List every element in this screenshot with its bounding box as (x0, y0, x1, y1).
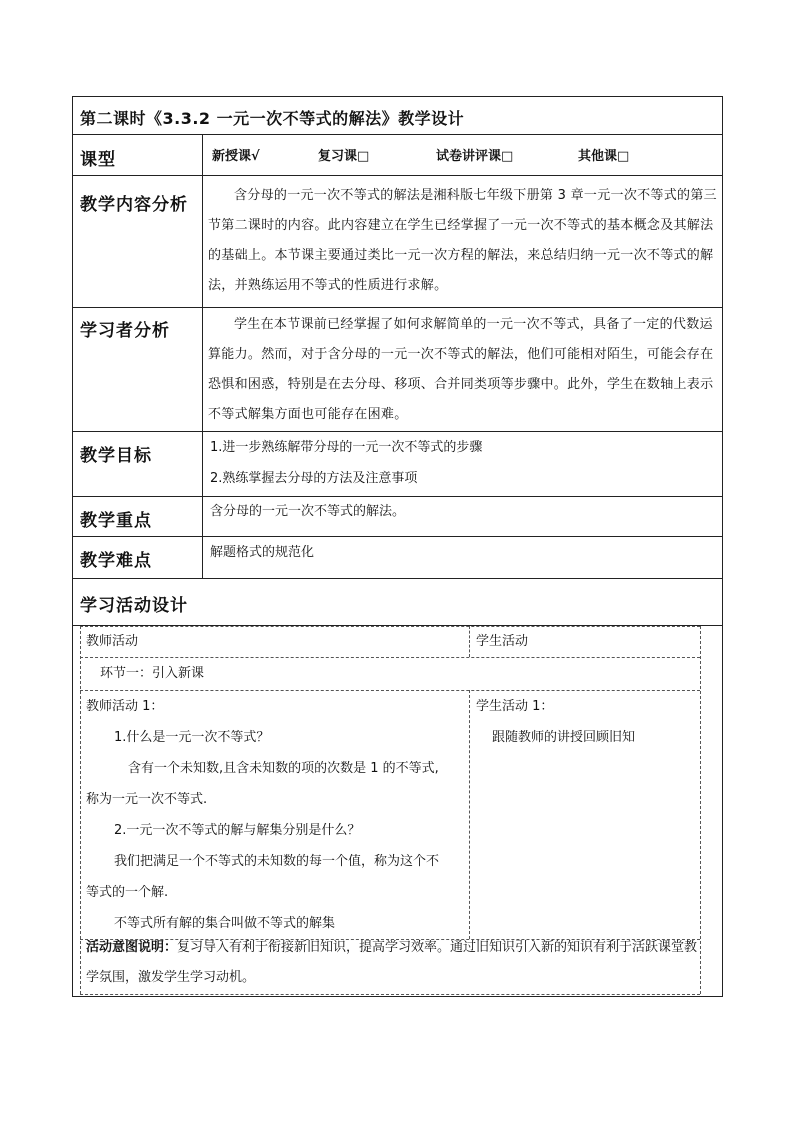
row-divider (72, 536, 723, 537)
learner-analysis-text: 学生在本节课前已经掌握了如何求解简单的一元一次不等式，具备了一定的代数运算能力。然而，对于含分母的一元一次不等式的解法，他们可能相对陌生，可能会存在恐惧和困惑，特别是在去分母、移项、合并同类项等步骤中。此外，学生在数轴上表示不等式解集方面也可能存在困难。 (208, 317, 714, 422)
teacher-line: 称为一元一次不等式. (86, 792, 208, 807)
objectives-label: 教学目标 (80, 446, 152, 466)
content-analysis-text: 含分母的一元一次不等式的解法是湘科版七年级下册第 3 章一元一次不等式的第三节第二课时的内容。此内容建立在学生已经掌握了一元一次不等式的基本概念及其解法的基础上。本节课主要通过类比一元一次方程的解法，来总结归纳一元一次不等式的解法，并熟练运用不等式的性质进行求解。 (208, 188, 717, 293)
teacher-line: 2.一元一次不等式的解与解集分别是什么？ (114, 823, 361, 838)
row-divider (72, 431, 723, 432)
teacher-line: 1.什么是一元一次不等式？ (114, 730, 270, 745)
label-column-divider (202, 134, 203, 578)
row-divider (72, 578, 723, 579)
activity-table-line (80, 657, 700, 658)
difficulties-text: 解题格式的规范化 (210, 545, 315, 560)
activity-design-label: 学习活动设计 (80, 596, 188, 616)
teacher-activity-title: 教师活动 1： (86, 699, 164, 714)
content-analysis-label: 教学内容分析 (80, 195, 188, 215)
stage-title: 环节一：引入新课 (100, 666, 205, 681)
option-new-lesson: 新授课√ (212, 149, 260, 164)
activity-table-line (80, 690, 700, 691)
difficulties-label: 教学难点 (80, 551, 152, 571)
student-activity-text: 跟随教师的讲授回顾旧知 (492, 730, 636, 745)
table-border-left (72, 96, 73, 996)
row-divider (72, 307, 723, 308)
activity-intent (86, 933, 698, 993)
table-border-bottom (72, 996, 723, 997)
option-review-lesson: 复习课□ (318, 149, 370, 164)
table-border-right (722, 96, 723, 996)
row-divider (72, 134, 723, 135)
activity-table-bottom (80, 994, 700, 995)
option-test-review-lesson: 试卷讲评课□ (436, 149, 514, 164)
activity-column-divider (469, 690, 470, 939)
teacher-activity-header: 教师活动 (86, 634, 139, 649)
activity-table-left (80, 626, 81, 994)
activity-intent-label: 活动意图说明： (86, 940, 178, 955)
learner-analysis-label: 学习者分析 (80, 321, 170, 341)
student-activity-header: 学生活动 (476, 634, 529, 649)
activity-table-right (700, 626, 701, 994)
activity-table-top (80, 626, 700, 627)
activity-column-divider (469, 626, 470, 657)
student-activity-title: 学生活动 1： (476, 699, 554, 714)
key-points-label: 教学重点 (80, 511, 152, 531)
key-points-text: 含分母的一元一次不等式的解法。 (210, 504, 406, 519)
teacher-line: 等式的一个解. (86, 885, 169, 900)
row-divider (72, 175, 723, 176)
teacher-line: 我们把满足一个不等式的未知数的每一个值，称为这个不 (114, 854, 440, 869)
option-other-lesson: 其他课□ (578, 149, 630, 164)
teacher-line: 不等式所有解的集合叫做不等式的解集 (114, 916, 336, 931)
objective-item: 1.进一步熟练解带分母的一元一次不等式的步骤 (210, 440, 483, 455)
page-title: 第二课时《3.3.2 一元一次不等式的解法》教学设计 (80, 109, 465, 128)
activity-intent-text: 复习导入有利于衔接新旧知识，提高学习效率。通过旧知识引入新的知识有利于活跃课堂教学氛围，激发学生学习动机。 (86, 940, 698, 985)
table-border-top (72, 96, 723, 97)
course-type-label: 课型 (80, 150, 116, 170)
teacher-line: 含有一个未知数,且含未知数的项的次数是 1 的不等式, (128, 761, 439, 776)
objective-item: 2.熟练掌握去分母的方法及注意事项 (210, 471, 418, 486)
